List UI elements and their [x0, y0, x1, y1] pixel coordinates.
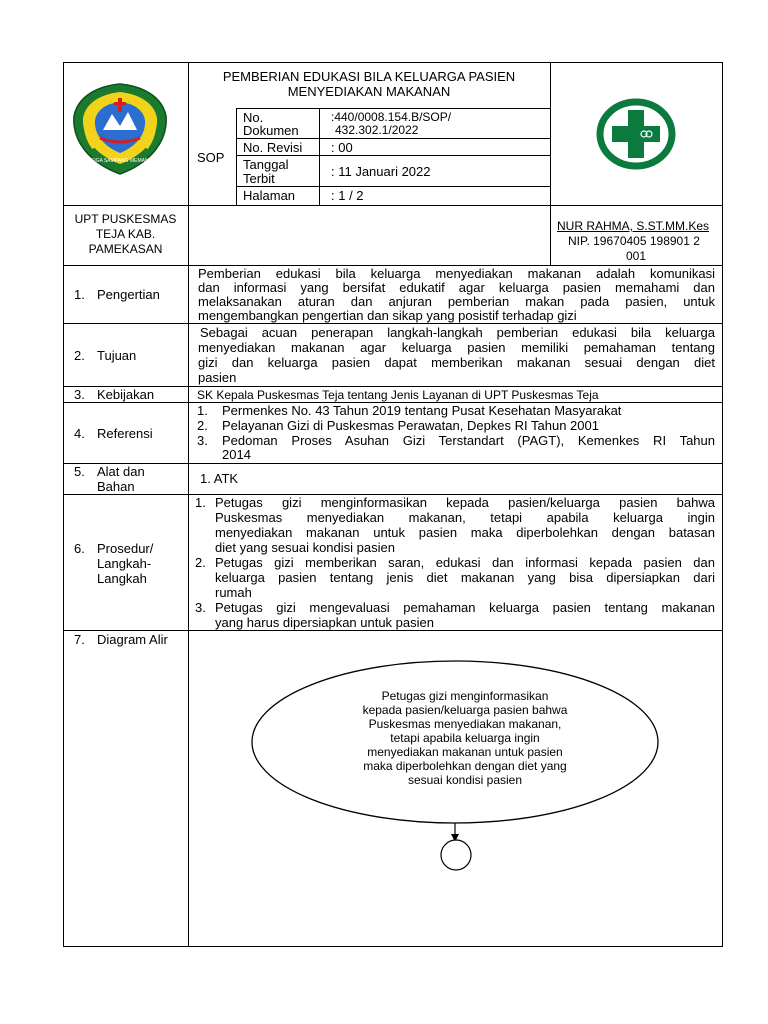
tanggal-label-1: Tanggal [243, 157, 289, 172]
prosedur-step-line: Petugas gizi memberikan saran, edukasi dan informasi kepada pasien dan [215, 555, 715, 570]
tujuan-number: 2. [74, 348, 85, 363]
signer-nip-line1: NIP. 19670405 198901 2 [568, 234, 700, 248]
pamekasan-emblem-logo [70, 82, 170, 176]
referensi-item-line: Pedoman Proses Asuhan Gizi Terstandart (PAGT), Kemenkes RI Tahun [222, 433, 715, 448]
kebijakan-text: SK Kepala Puskesmas Teja tentang Jenis Layanan di UPT Puskesmas Teja [197, 388, 599, 402]
referensi-item-line: Permenkes No. 43 Tahun 2019 tentang Pusat Kesehatan Masyarakat [222, 403, 622, 418]
org-name-line2: TEJA KAB. [95, 227, 156, 241]
alat-item: 1. ATK [200, 471, 239, 486]
prosedur-step-line: keluarga pasien tentang jenis diet makanan yang bisa dipersiapkan dari [215, 570, 715, 585]
prosedur-step-line: menyediakan makanan untuk pasien maka diperbolehkan dengan batasan [215, 525, 715, 540]
diagram-label: Diagram Alir [97, 632, 168, 647]
tujuan-line: menyediakan makanan agar keluarga pasien memiliki pemahaman tentang [198, 340, 715, 355]
tanggal-value: : 11 Januari 2022 [331, 164, 431, 179]
pengertian-line: melaksanakan aturan dan anjuran pemberian makan pada pasien, untuk [198, 294, 715, 309]
flow-ellipse-text-line: tetapi apabila keluarga ingin [390, 731, 540, 745]
referensi-item-number: 2. [197, 418, 208, 433]
document-title-line1: PEMBERIAN EDUKASI BILA KELUARGA PASIEN [222, 69, 516, 84]
document-title-line2: MENYEDIAKAN MAKANAN [287, 84, 451, 99]
no-revisi-value: : 00 [331, 140, 353, 155]
prosedur-label-line3: Langkah [97, 571, 147, 586]
sop-label: SOP [197, 150, 225, 165]
alat-label-line2: Bahan [97, 479, 135, 494]
org-name-line3: PAMEKASAN [88, 242, 163, 256]
prosedur-label-line1: Prosedur/ [97, 541, 154, 556]
puskesmas-logo [592, 96, 680, 170]
halaman-value: : 1 / 2 [331, 188, 364, 203]
halaman-label: Halaman [243, 188, 296, 203]
kebijakan-label: Kebijakan [97, 387, 155, 402]
flow-ellipse-text-line: kepada pasien/keluarga pasien bahwa [362, 703, 568, 717]
org-name-line1: UPT PUSKESMAS [74, 212, 177, 226]
pengertian-number: 1. [74, 287, 85, 302]
prosedur-step-line: Puskesmas menyediakan makanan, tetapi apabila keluarga ingin [215, 510, 715, 525]
no-dokumen-label-1: No. [243, 110, 264, 125]
prosedur-step-number: 2. [195, 555, 206, 570]
prosedur-number: 6. [74, 541, 85, 556]
prosedur-step-line: yang harus dipersiapkan untuk pasien [215, 615, 434, 630]
prosedur-step-line: Petugas gizi mengevaluasi pemahaman keluarga pasien tentang makanan [215, 600, 715, 615]
tujuan-line: Sebagai acuan penerapan langkah-langkah pemberian edukasi bila keluarga [200, 325, 715, 340]
prosedur-step-number: 3. [195, 600, 206, 615]
kebijakan-number: 3. [74, 387, 85, 402]
logo-motto-text: MOGA SAMPANG MEMANG [87, 158, 153, 164]
flow-ellipse-text-line: maka diperbolehkan dengan diet yang [363, 759, 567, 773]
referensi-item-line: Pelayanan Gizi di Puskesmas Perawatan, Depkes RI Tahun 2001 [222, 418, 599, 433]
referensi-number: 4. [74, 426, 85, 441]
flow-ellipse-text-line: Puskesmas menyediakan makanan, [368, 717, 562, 731]
referensi-label: Referensi [97, 426, 153, 441]
diagram-number: 7. [74, 632, 85, 647]
pengertian-line: mengembangkan pengertian dan sikap yang posistif terhadap gizi [198, 308, 577, 323]
flow-ellipse-text-line: menyediakan makanan untuk pasien [367, 745, 563, 759]
tujuan-line: pasien [198, 370, 237, 385]
alat-label-line1: Alat dan [97, 464, 145, 479]
tanggal-label-2: Terbit [243, 171, 275, 186]
no-dokumen-value-1: :440/0008.154.B/SOP/ [331, 110, 452, 124]
flow-connector-circle [441, 840, 471, 870]
flow-ellipse-text-line: Petugas gizi menginformasikan [381, 689, 549, 703]
tujuan-label: Tujuan [97, 348, 137, 363]
prosedur-label-line2: Langkah- [97, 556, 152, 571]
prosedur-step-line: Petugas gizi menginformasikan kepada pasien/keluarga pasien bahwa [215, 495, 715, 510]
referensi-item-number: 1. [197, 403, 208, 418]
pengertian-line: dan informasi yang bersifat edukatif agar keluarga pasien memahami dan [198, 280, 715, 295]
no-dokumen-value-2: 432.302.1/2022 [335, 123, 419, 137]
no-dokumen-label-2: Dokumen [243, 123, 299, 138]
prosedur-step-number: 1. [195, 495, 206, 510]
flow-ellipse-text-line: sesuai kondisi pasien [407, 773, 523, 787]
signer-nip-line2: 001 [626, 249, 647, 263]
prosedur-step-line: rumah [215, 585, 252, 600]
prosedur-step-line: diet yang sesuai kondisi pasien [215, 540, 395, 555]
pengertian-label: Pengertian [97, 287, 160, 302]
alat-number: 5. [74, 464, 85, 479]
referensi-item-line: 2014 [222, 447, 251, 462]
signer-name: NUR RAHMA, S.ST.MM.Kes [557, 219, 710, 233]
tujuan-line: gizi dan keluarga pasien dapat memberikan makanan sesuai dengan diet [198, 355, 715, 370]
referensi-item-number: 3. [197, 433, 208, 448]
pengertian-line: Pemberian edukasi bila keluarga menyediakan makanan adalah komunikasi [198, 266, 715, 281]
no-revisi-label: No. Revisi [243, 140, 303, 155]
